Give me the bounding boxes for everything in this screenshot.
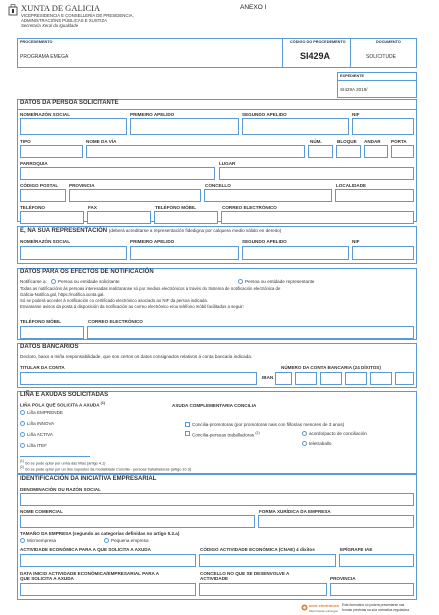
conciliation-agreement-label: acordo/pacto de conciliación bbox=[309, 431, 367, 436]
rep-surname1-label: PRIMEIRO APELIDO bbox=[130, 239, 175, 244]
trade-name-field[interactable] bbox=[20, 515, 255, 528]
applicant-num-field[interactable] bbox=[308, 145, 333, 158]
line-request-label bbox=[20, 401, 105, 408]
company-size-label: TAMAÑO DA EMPRESA (segundo as categorías definidas no artigo 5.2.a) bbox=[20, 531, 180, 536]
footer-note-2: formas previstas na súa normativa reguladora bbox=[342, 608, 410, 612]
applicant-mobile-label: TELÉFONO MÓBIL bbox=[155, 205, 197, 210]
cnae-label: CÓDIGO ACTIVIDADE ECONÓMICA (CNAE) 4 díxitos bbox=[200, 547, 315, 552]
annex-title: ANEXO I bbox=[240, 4, 267, 11]
footnote-2-text: Só se pode optar por un dos supostos da modalidade Concilia - persoas traballadoras (artigo 10.3) bbox=[24, 467, 192, 472]
sede-url[interactable]: https://sede.xunta.gal bbox=[309, 609, 338, 613]
bank-declaration: Declaro, baixo a miña responsabilidade, que son certos os datos consignados relativos á conta bancaria indicada. bbox=[20, 354, 253, 359]
bank-account-label: NÚMERO DA CONTA BANCARIA (24 DÍXITOS) bbox=[281, 365, 381, 370]
procedure-label: PROCEDEMENTO bbox=[20, 40, 53, 44]
applicant-parish-label: PARROQUIA bbox=[20, 161, 48, 166]
applicant-num-label: NÚM. bbox=[310, 139, 322, 144]
notify-applicant-radio[interactable] bbox=[51, 279, 56, 284]
initiative-name-field[interactable] bbox=[20, 493, 414, 506]
org-sub: Secretaría Xeral da Igualdade bbox=[21, 23, 79, 28]
procedure-value: PROGRAMA EMEGA bbox=[20, 54, 69, 60]
concilia-workers-text: Concilia-persoas traballadoras bbox=[192, 432, 255, 438]
applicant-surname2-field[interactable] bbox=[242, 118, 349, 135]
applicant-email-label: CORREO ELECTRÓNICO bbox=[222, 205, 277, 210]
line-itef-radio[interactable] bbox=[20, 443, 25, 448]
applicant-floor-label: ANDAR bbox=[364, 139, 381, 144]
small-company-radio[interactable] bbox=[104, 538, 109, 543]
footnote-1-number: (1) bbox=[20, 459, 24, 463]
header bbox=[8, 3, 428, 43]
rep-nif-field[interactable] bbox=[352, 246, 414, 260]
rep-nif-label: NIF bbox=[352, 239, 360, 244]
expediente-value: SI429A 2019/ bbox=[340, 87, 368, 92]
applicant-place-field[interactable] bbox=[219, 167, 414, 180]
notification-line-3: Só se poderá acceder á notificación co certificado electrónico asociado ao NIF da persoa indicada. bbox=[20, 298, 208, 303]
applicant-type-label: TIPO bbox=[20, 139, 31, 144]
rep-surname1-field[interactable] bbox=[130, 246, 239, 260]
notify-mobile-field[interactable] bbox=[20, 326, 84, 339]
line-innova-label: Liña INNOVA bbox=[27, 421, 55, 426]
iae-field[interactable] bbox=[339, 554, 414, 567]
applicant-door-field[interactable] bbox=[391, 145, 414, 158]
applicant-council-label: CONCELLO bbox=[205, 183, 231, 188]
start-date-label-1: DATA INICIO ACTIVIDADE ECONÓMICA/EMPRESARIAL PARA A bbox=[20, 571, 160, 576]
micro-company-label: Microempresa bbox=[27, 538, 57, 543]
account-block-3[interactable] bbox=[345, 372, 367, 385]
applicant-block-field[interactable] bbox=[336, 145, 361, 158]
applicant-province-field[interactable] bbox=[69, 189, 201, 202]
activity-field[interactable] bbox=[20, 554, 196, 567]
initiative-name-label: DENOMINACIÓN OU RAZÓN SOCIAL bbox=[20, 487, 101, 492]
activity-council-label-2: ACTIVIDADE bbox=[200, 576, 229, 581]
applicant-title: DATOS DA PERSOA SOLICITANTE bbox=[20, 100, 119, 106]
bank-title: DATOS BANCARIOS bbox=[20, 344, 79, 350]
line-innova-radio[interactable] bbox=[20, 421, 25, 426]
applicant-postal-label: CÓDIGO POSTAL bbox=[20, 183, 59, 188]
initiative-title: IDENTIFICACIÓN DA INICIATIVA EMPRESARIAL bbox=[20, 476, 157, 482]
applicant-email-field[interactable] bbox=[221, 211, 414, 224]
complementary-label: AXUDA COMPLEMENTARIA CONCILIA bbox=[172, 403, 257, 408]
legal-form-label: FORMA XURÍDICA DA EMPRESA bbox=[259, 509, 331, 514]
sede-logo-icon bbox=[301, 604, 308, 611]
line-itef-label: Liña ITEF bbox=[27, 443, 47, 448]
applicant-surname1-field[interactable] bbox=[130, 118, 239, 135]
applicant-surname1-label: PRIMEIRO APELIDO bbox=[130, 112, 175, 117]
procedure-code-label: CÓDIGO DO PROCEDEMENTO bbox=[290, 40, 346, 44]
activity-council-field[interactable] bbox=[199, 583, 327, 596]
notification-title: DATOS PARA OS EFECTOS DE NOTIFICACIÓN bbox=[20, 269, 154, 275]
applicant-phone-label: TELÉFONO bbox=[20, 205, 46, 210]
iban-prefix-field[interactable] bbox=[275, 372, 292, 385]
footnote-2-number: (2) bbox=[20, 465, 24, 469]
start-date-label-2: QUE SOLICITA A AXUDA bbox=[20, 576, 74, 581]
account-block-5[interactable] bbox=[395, 372, 414, 385]
trade-name-label: NOME COMERCIAL bbox=[20, 509, 63, 514]
start-date-field[interactable] bbox=[20, 583, 196, 596]
notification-line-4: Enviaranse avisos da posta á disposición da notificación ao correo electrónico e/ou teléfono móbil facilitados a seguir: bbox=[20, 304, 245, 309]
applicant-council-field[interactable] bbox=[204, 189, 332, 202]
line-request-text: LIÑA POLA QUE SOLICITA A AXUDA bbox=[20, 402, 100, 408]
org-line-2: ADMINISTRACIÓNS PÚBLICAS E XUSTIZA bbox=[21, 18, 107, 23]
applicant-door-label: PORTA bbox=[391, 139, 407, 144]
applicant-parish-field[interactable] bbox=[20, 167, 215, 180]
notify-to-label: Notificarse a: bbox=[20, 279, 47, 284]
line-activa-radio[interactable] bbox=[20, 432, 25, 437]
line-request-sup: (1) bbox=[100, 401, 105, 405]
applicant-floor-field[interactable] bbox=[364, 145, 388, 158]
conciliation-agreement-radio[interactable] bbox=[302, 431, 307, 436]
notify-mobile-label: TELÉFONO MÓBIL bbox=[20, 319, 62, 324]
representative-title-text: E, NA SÚA REPRESENTACIÓN bbox=[20, 228, 108, 234]
activity-council-label-1: CONCELLO NO QUE SE DESENVOLVE A bbox=[200, 571, 290, 576]
telework-radio[interactable] bbox=[302, 441, 307, 446]
rep-name-field[interactable] bbox=[20, 246, 127, 260]
applicant-locality-label: LOCALIDADE bbox=[336, 183, 367, 188]
concilia-promotoras-label: Concilia-promotoras (por promotoras nais con fillos/as menores de 3 anos) bbox=[192, 422, 345, 427]
activity-label: ACTIVIDADE ECONÓMICA PARA A QUE SOLICITA A AXUDA bbox=[20, 547, 151, 552]
procedure-code-value: SI429A bbox=[300, 51, 331, 61]
footer-note-1: Este formulario só poderá presentarse nas bbox=[342, 603, 405, 607]
iae-label: EPÍGRAFE IAE bbox=[340, 547, 373, 552]
notify-email-field[interactable] bbox=[87, 326, 414, 339]
lines-title: LIÑA E AXUDAS SOLICITADAS bbox=[20, 392, 109, 398]
document-label: DOCUMENTO bbox=[376, 40, 401, 44]
rep-surname2-field[interactable] bbox=[242, 246, 349, 260]
bank-holder-field[interactable] bbox=[20, 372, 257, 385]
small-company-label: Pequena empresa bbox=[111, 538, 149, 543]
procedure-bar bbox=[17, 38, 417, 68]
applicant-block-label: BLOQUE bbox=[337, 139, 357, 144]
account-block-2[interactable] bbox=[320, 372, 342, 385]
representative-title bbox=[20, 228, 281, 234]
notify-email-label: CORREO ELECTRÓNICO bbox=[88, 319, 143, 324]
rep-surname2-label: SEGUNDO APELIDO bbox=[242, 239, 287, 244]
line-emprende-label: Liña EMPRENDE bbox=[27, 410, 63, 415]
bank-holder-label: TITULAR DA CONTA bbox=[20, 365, 65, 370]
iban-label: IBAN bbox=[262, 375, 274, 380]
rep-name-label: NOME/RAZÓN SOCIAL bbox=[20, 239, 71, 244]
document-value: SOLICITUDE bbox=[366, 54, 397, 60]
line-activa-label: Liña ACTIVA bbox=[27, 432, 53, 437]
applicant-type-field[interactable] bbox=[20, 145, 83, 158]
concilia-workers-checkbox[interactable] bbox=[185, 431, 190, 436]
applicant-locality-field[interactable] bbox=[335, 189, 414, 202]
footnote-1-text: Só se pode optar por unha das liñas (artigo 4.1) bbox=[24, 461, 106, 466]
concilia-workers-label bbox=[192, 431, 260, 438]
concilia-workers-sup: (2) bbox=[255, 431, 260, 435]
line-emprende-radio[interactable] bbox=[20, 410, 25, 415]
applicant-name-label: NOME/RAZÓN SOCIAL bbox=[20, 112, 71, 117]
applicant-fax-label: FAX bbox=[88, 205, 97, 210]
org-line-1: VICEPRESIDENCIA E CONSELLERÍA DE PRESIDENCIA, bbox=[21, 13, 134, 18]
xunta-logo bbox=[8, 4, 18, 16]
micro-company-radio[interactable] bbox=[20, 538, 25, 543]
telework-label: teletraballo bbox=[309, 441, 332, 446]
applicant-postal-field[interactable] bbox=[20, 189, 66, 202]
notify-representative-radio[interactable] bbox=[238, 279, 243, 284]
concilia-promotoras-checkbox[interactable] bbox=[185, 422, 190, 427]
notify-applicant-label: Persoa ou entidade solicitante bbox=[58, 279, 120, 284]
applicant-surname2-label: SEGUNDO APELIDO bbox=[242, 112, 287, 117]
applicant-place-label: LUGAR bbox=[219, 161, 236, 166]
applicant-mobile-field[interactable] bbox=[154, 211, 218, 224]
activity-province-label: PROVINCIA bbox=[330, 576, 356, 581]
notify-representative-label: Persoa ou entidade representante bbox=[245, 279, 315, 284]
sede-brand: sede electrónica bbox=[309, 604, 339, 608]
applicant-street-field[interactable] bbox=[86, 145, 305, 158]
notification-line-2: Galicia-Notifica.gal, https://notifica.xunta.gal. bbox=[20, 292, 105, 297]
applicant-fax-field[interactable] bbox=[87, 211, 151, 224]
account-block-1[interactable] bbox=[295, 372, 317, 385]
applicant-phone-field[interactable] bbox=[20, 211, 84, 224]
representative-note: (deberá acreditarse a representación fidedigna por calquera medio válido en dereito) bbox=[108, 228, 282, 233]
notification-line-1: Todas as notificacións ás persoas interesadas realizaranse só por medios electrónicos a través do Sistema de notificación electrónica de bbox=[20, 286, 281, 291]
expediente-label: EXPEDIENTE bbox=[340, 74, 365, 78]
applicant-nif-label: NIF bbox=[352, 112, 360, 117]
org-name: XUNTA DE GALICIA bbox=[21, 3, 101, 13]
lines-footnote-2 bbox=[20, 465, 191, 473]
activity-province-field[interactable] bbox=[330, 583, 414, 596]
legal-form-field[interactable] bbox=[258, 515, 414, 528]
applicant-name-field[interactable] bbox=[20, 118, 127, 135]
account-block-4[interactable] bbox=[370, 372, 392, 385]
applicant-nif-field[interactable] bbox=[352, 118, 414, 135]
applicant-street-label: NOME DA VÍA bbox=[86, 139, 117, 144]
applicant-province-label: PROVINCIA bbox=[69, 183, 95, 188]
cnae-field[interactable] bbox=[199, 554, 336, 567]
